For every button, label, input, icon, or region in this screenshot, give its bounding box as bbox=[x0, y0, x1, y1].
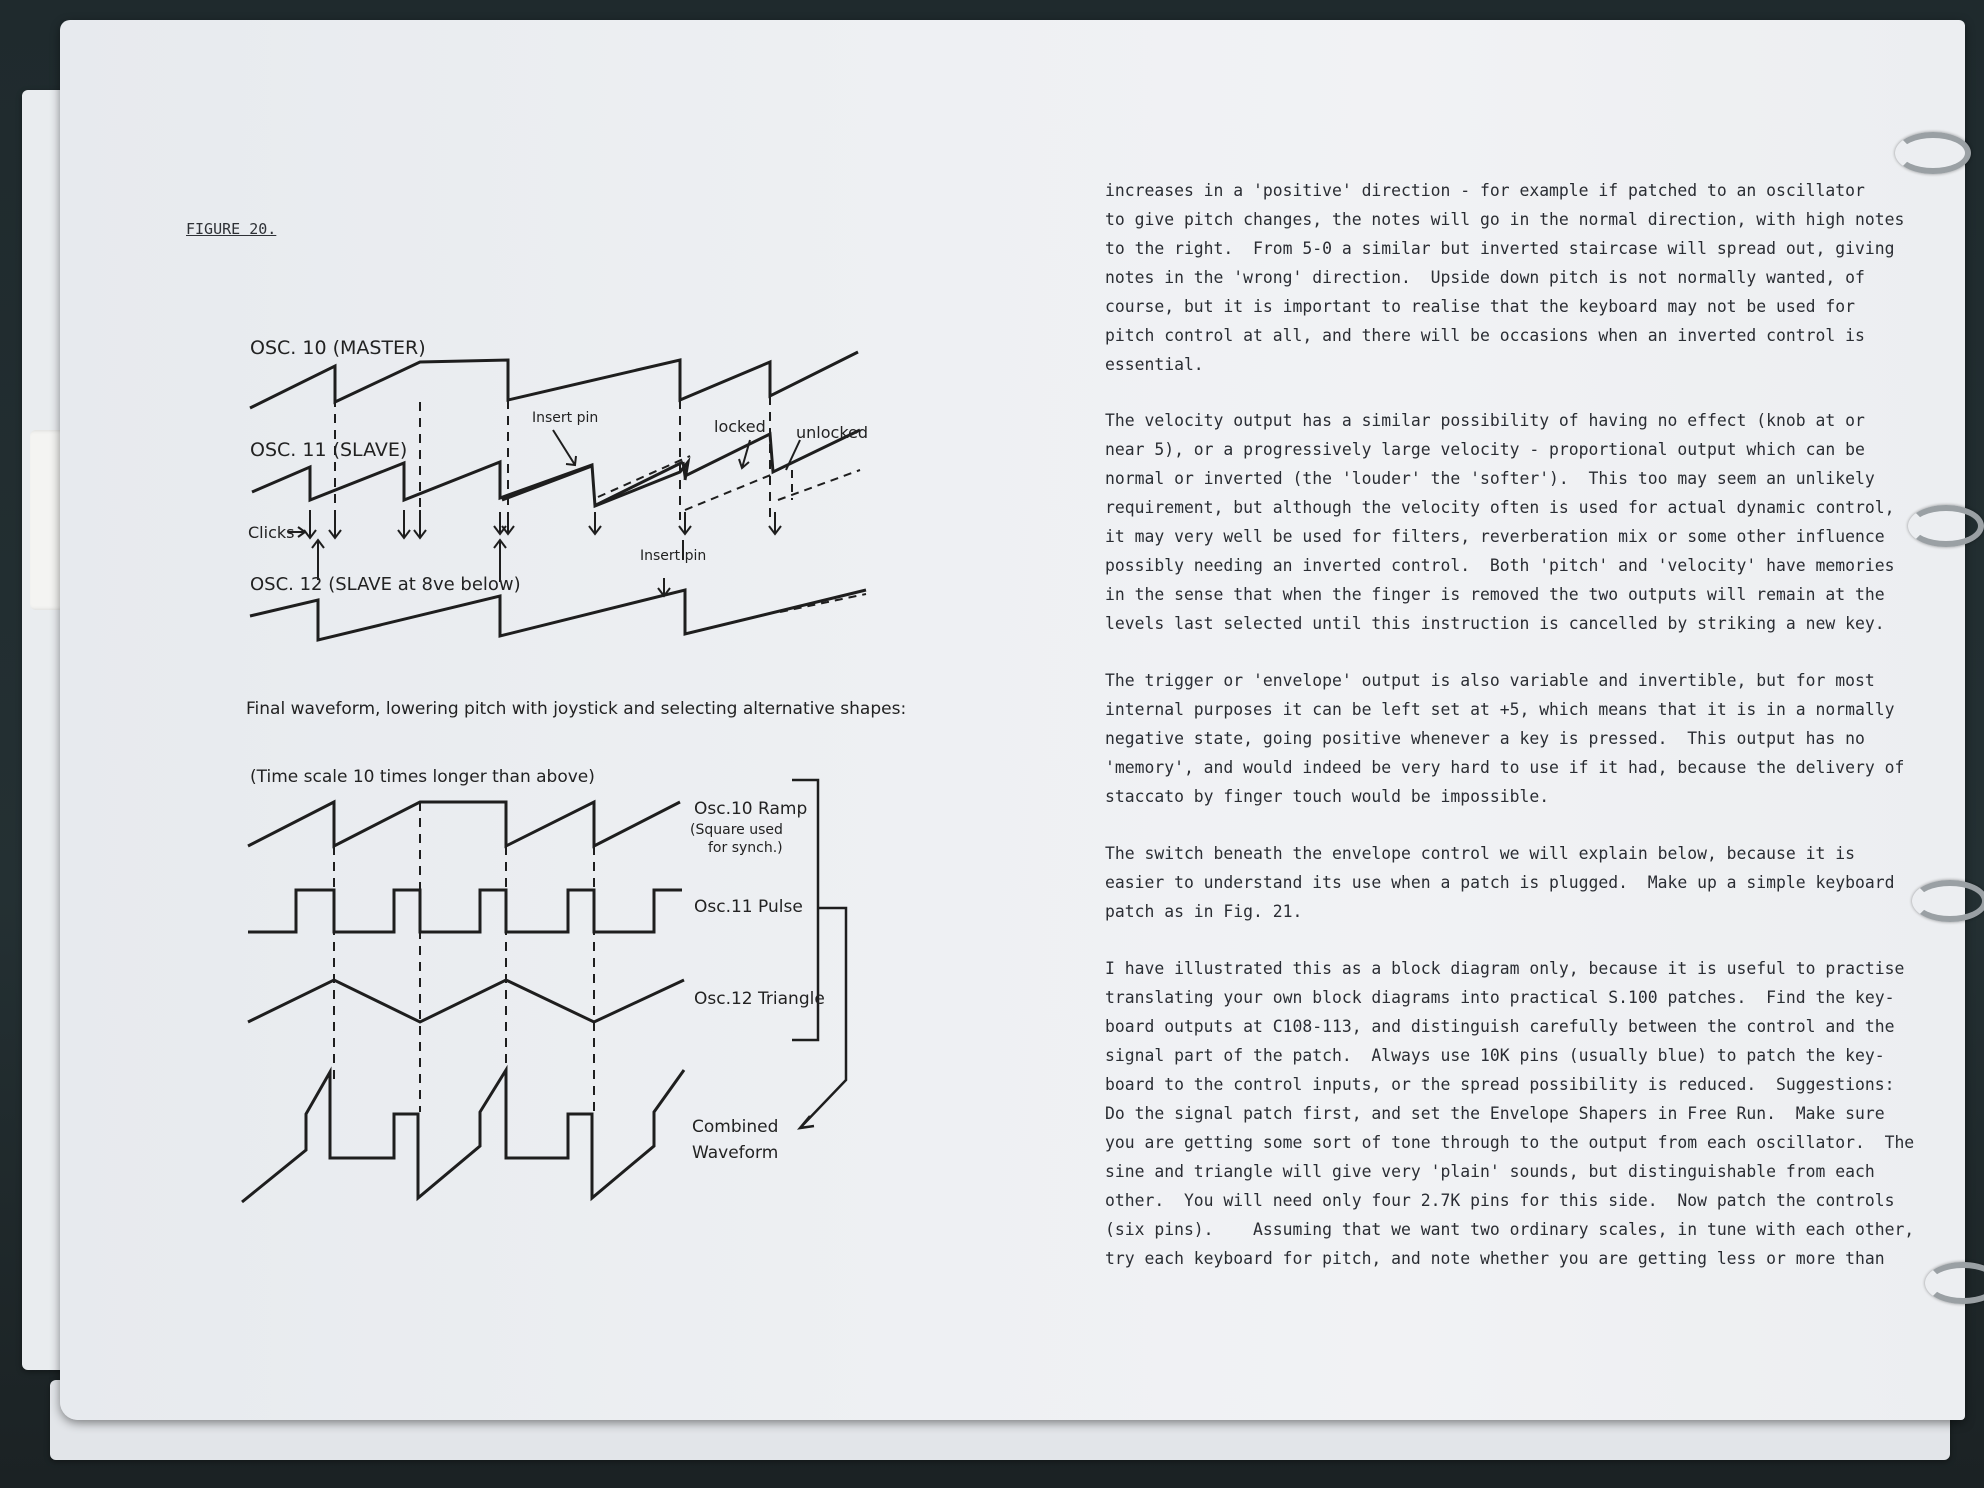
final-triangle-wave bbox=[248, 980, 684, 1022]
combined-label-2: Waveform bbox=[692, 1143, 779, 1163]
body-text-line: negative state, going positive whenever a key is pressed. This output has no bbox=[1105, 729, 1865, 748]
final-pulse-wave bbox=[248, 890, 682, 932]
figure-caption: Final waveform, lowering pitch with joystick and selecting alternative shapes: bbox=[246, 699, 907, 719]
body-text-line: requirement, but although the velocity often is used for actual dynamic control, bbox=[1105, 498, 1895, 517]
pulse-label: Osc.11 Pulse bbox=[694, 897, 803, 917]
ramp-label: Osc.10 Ramp bbox=[694, 799, 808, 819]
final-ramp-wave bbox=[248, 802, 680, 846]
body-text-line: try each keyboard for pitch, and note whether you are getting less or more than bbox=[1105, 1249, 1885, 1268]
osc11-label: OSC. 11 (SLAVE) bbox=[250, 439, 408, 461]
body-text-line: essential. bbox=[1105, 355, 1204, 374]
body-text-line: sine and triangle will give very 'plain' sounds, but distinguishable from each bbox=[1105, 1162, 1875, 1181]
osc10-ramp-wave bbox=[250, 352, 858, 408]
body-text-line: I have illustrated this as a block diagram only, because it is useful to practise bbox=[1105, 959, 1905, 978]
body-text-line: signal part of the patch. Always use 10K pins (usually blue) to patch the key- bbox=[1105, 1046, 1885, 1065]
osc10-label: OSC. 10 (MASTER) bbox=[250, 337, 426, 359]
osc12-label: OSC. 12 (SLAVE at 8ve below) bbox=[250, 574, 521, 595]
body-text-line: pitch control at all, and there will be occasions when an inverted control is bbox=[1105, 326, 1865, 345]
body-text-line: increases in a 'positive' direction - for example if patched to an oscillator bbox=[1105, 181, 1865, 200]
insert-pin-label-2: Insert pin bbox=[640, 548, 707, 564]
locked-label: locked bbox=[714, 417, 766, 436]
body-text-line: course, but it is important to realise that the keyboard may not be used for bbox=[1105, 297, 1855, 316]
body-text-line: patch as in Fig. 21. bbox=[1105, 902, 1303, 921]
triangle-label: Osc.12 Triangle bbox=[694, 989, 825, 1009]
body-text-line: Do the signal patch first, and set the Envelope Shapers in Free Run. Make sure bbox=[1105, 1104, 1885, 1123]
ramp-note-2: for synch.) bbox=[708, 840, 783, 856]
clicks-label: Clicks bbox=[248, 523, 295, 542]
body-text-line: board outputs at C108-113, and distinguish carefully between the control and the bbox=[1105, 1017, 1895, 1036]
body-text-line: near 5), or a progressively large velocity - proportional output which can be bbox=[1105, 440, 1865, 459]
time-scale-note: (Time scale 10 times longer than above) bbox=[250, 767, 595, 787]
body-text-line: you are getting some sort of tone through to the output from each oscillator. The bbox=[1105, 1133, 1915, 1152]
body-text-line: normal or inverted (the 'louder' the 'softer'). This too may seem an unlikely bbox=[1105, 469, 1875, 488]
osc12-ramp-wave bbox=[250, 590, 866, 640]
bracket-arrow bbox=[800, 908, 846, 1128]
body-text-line: translating your own block diagrams into practical S.100 patches. Find the key- bbox=[1105, 988, 1895, 1007]
body-text-line: The switch beneath the envelope control we will explain below, because it is bbox=[1105, 844, 1855, 863]
ramp-note-1: (Square used bbox=[690, 822, 783, 838]
unlocked-label: unlocked bbox=[796, 423, 869, 442]
body-text-line: easier to understand its use when a patch is plugged. Make up a simple keyboard bbox=[1105, 873, 1895, 892]
body-text-line: 'memory', and would indeed be very hard to use if it had, because the delivery of bbox=[1105, 758, 1905, 777]
sync-lines-bottom bbox=[334, 802, 594, 1112]
body-text-line: levels last selected until this instruction is cancelled by striking a new key. bbox=[1105, 614, 1885, 633]
body-text-line: to give pitch changes, the notes will go in the normal direction, with high notes bbox=[1105, 210, 1905, 229]
osc11-ramp-wave bbox=[252, 462, 688, 506]
body-text-line: possibly needing an inverted control. Both 'pitch' and 'velocity' have memories bbox=[1105, 556, 1895, 575]
body-text-line: (six pins). Assuming that we want two ordinary scales, in tune with each other, bbox=[1105, 1220, 1915, 1239]
final-combined-wave bbox=[242, 1070, 684, 1202]
body-text-line: internal purposes it can be left set at +5, which means that it is in a normally bbox=[1105, 700, 1895, 719]
figure-label: FIGURE 20. bbox=[186, 220, 277, 238]
insert-pin-label-1: Insert pin bbox=[532, 410, 599, 426]
body-text-line: The trigger or 'envelope' output is also variable and invertible, but for most bbox=[1105, 671, 1875, 690]
body-text-line: notes in the 'wrong' direction. Upside down pitch is not normally wanted, of bbox=[1105, 268, 1865, 287]
combined-label-1: Combined bbox=[692, 1117, 779, 1137]
body-text-line: The velocity output has a similar possibility of having no effect (knob at or bbox=[1105, 411, 1865, 430]
body-text-line: staccato by finger touch would be impossible. bbox=[1105, 787, 1550, 806]
body-text-line: other. You will need only four 2.7K pins for this side. Now patch the controls bbox=[1105, 1191, 1895, 1210]
body-text-line: to the right. From 5-0 a similar but inverted staircase will spread out, giving bbox=[1105, 239, 1895, 258]
body-text-line: in the sense that when the finger is removed the two outputs will remain at the bbox=[1105, 585, 1885, 604]
body-text-line: it may very well be used for filters, reverberation mix or some other influence bbox=[1105, 527, 1885, 546]
body-text-line: board to the control inputs, or the spread possibility is reduced. Suggestions: bbox=[1105, 1075, 1895, 1094]
